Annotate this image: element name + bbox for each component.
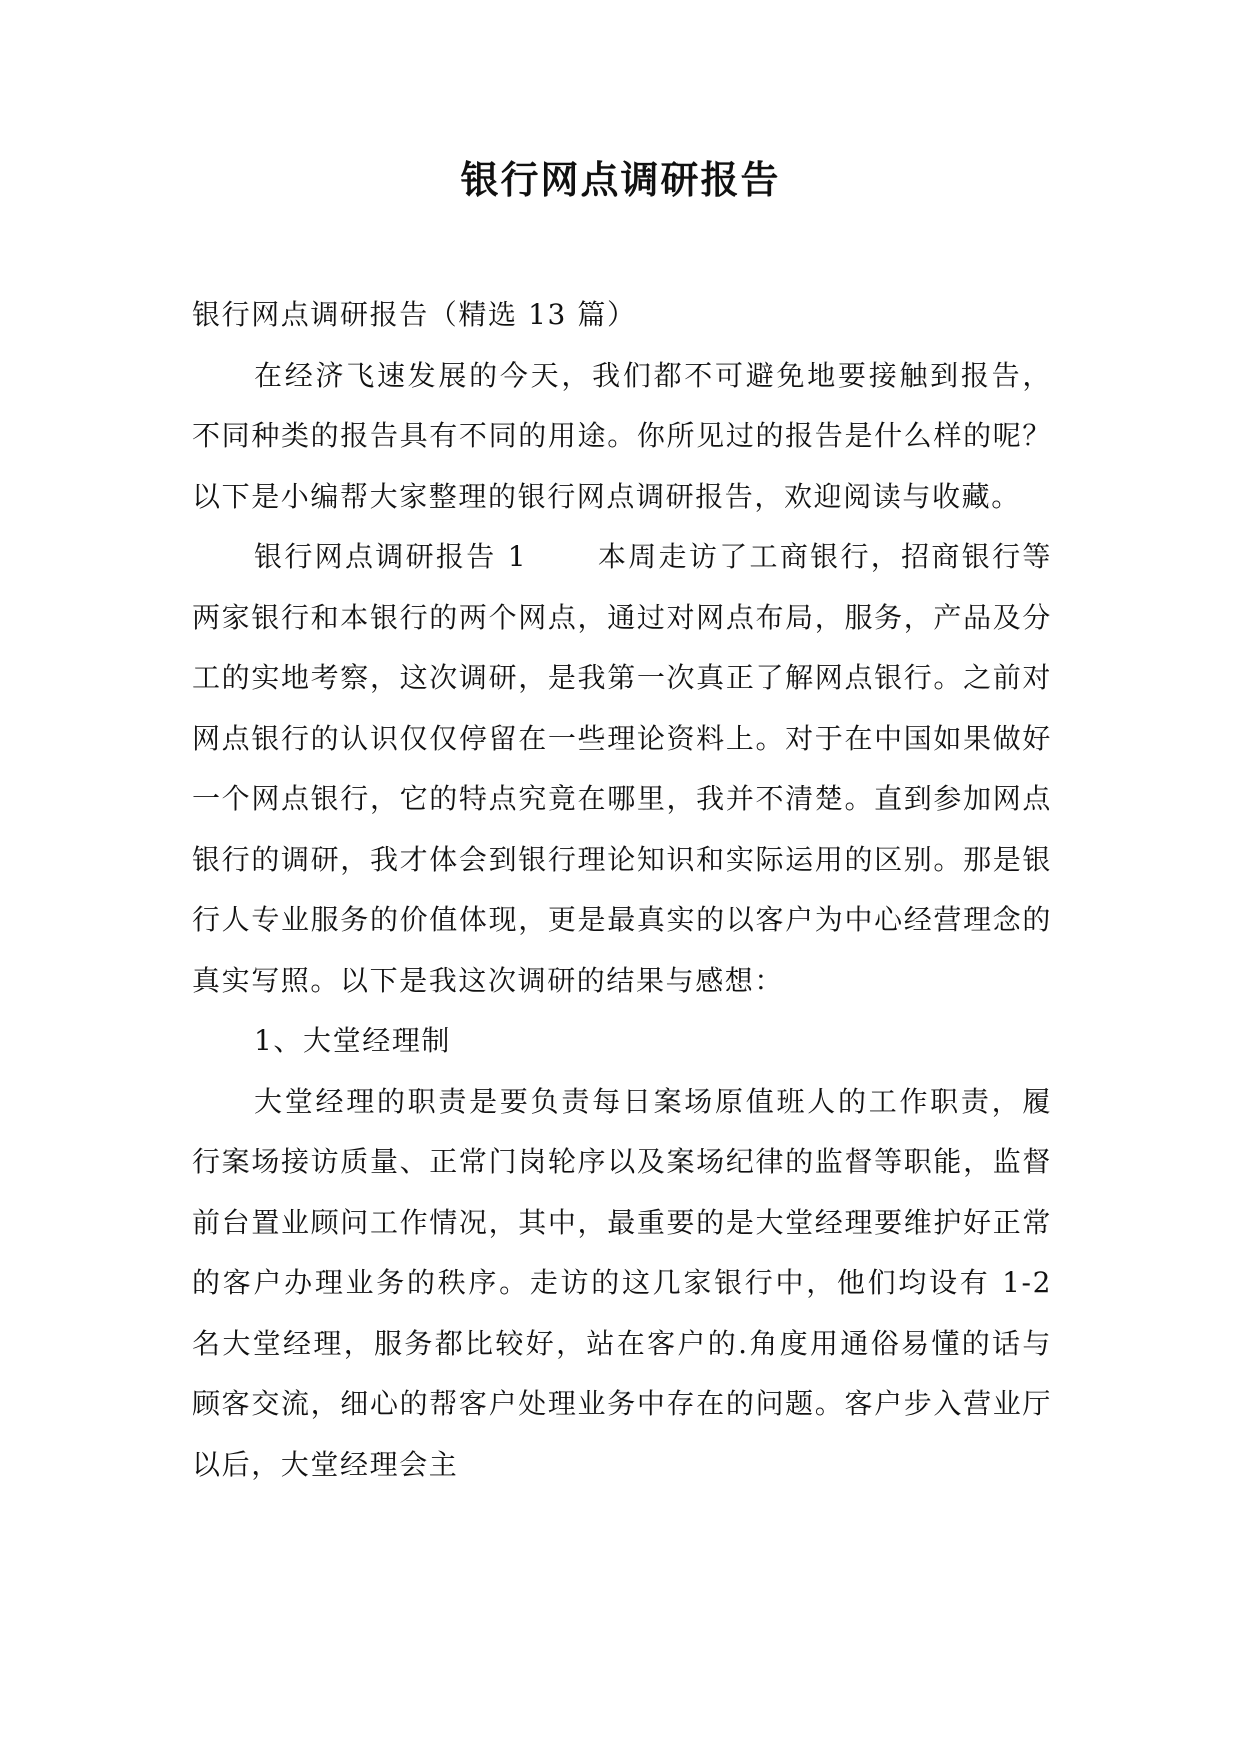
intro-paragraph: 在经济飞速发展的今天，我们都不可避免地要接触到报告，不同种类的报告具有不同的用途。你所见过的报告是什么样的呢？以下是小编帮大家整理的银行网点调研报告，欢迎阅读与收藏。 bbox=[192, 358, 1052, 513]
section-1-text: 本周走访了工商银行，招商银行等两家银行和本银行的两个网点，通过对网点布局，服务，产品及分工的实地考察，这次调研，是我第一次真正了解网点银行。之前对网点银行的认识仅仅停留在一些理论资料上。对于在中国如果做好一个网点银行，它的特点究竟在哪里，我并不清楚。直到参加网点银行的调研，我才体会到银行理论知识和实际运用的区别。那是银行人专业服务的价值体现，更是最真实的以客户为中心经营理念的真实写照。以下是我这次调研的结果与感想： bbox=[192, 540, 1052, 997]
document-title: 银行网点调研报告 bbox=[460, 157, 781, 202]
document-subtitle: 银行网点调研报告（精选 13 篇） bbox=[192, 298, 637, 331]
heading-lobby-manager: 1、大堂经理制 bbox=[254, 1024, 452, 1057]
section-1-paragraph bbox=[192, 527, 1052, 1011]
section-1-label: 银行网点调研报告 1 bbox=[254, 540, 528, 573]
lobby-manager-paragraph: 大堂经理的职责是要负责每日案场原值班人的工作职责，履行案场接访质量、正常门岗轮序以及案场纪律的监督等职能，监督前台置业顾问工作情况，其中，最重要的是大堂经理要维护好正常的客户办理业务的秩序。走访的这几家银行中，他们均设有 1-2 名大堂经理，服务都比较好，站在客户的.角度用通俗易懂的话与顾客交流，细心的帮客户处理业务中存在的问题。客户步入营业厅以后，大堂经理会主 bbox=[192, 1084, 1052, 1481]
document-body bbox=[192, 285, 1052, 1495]
